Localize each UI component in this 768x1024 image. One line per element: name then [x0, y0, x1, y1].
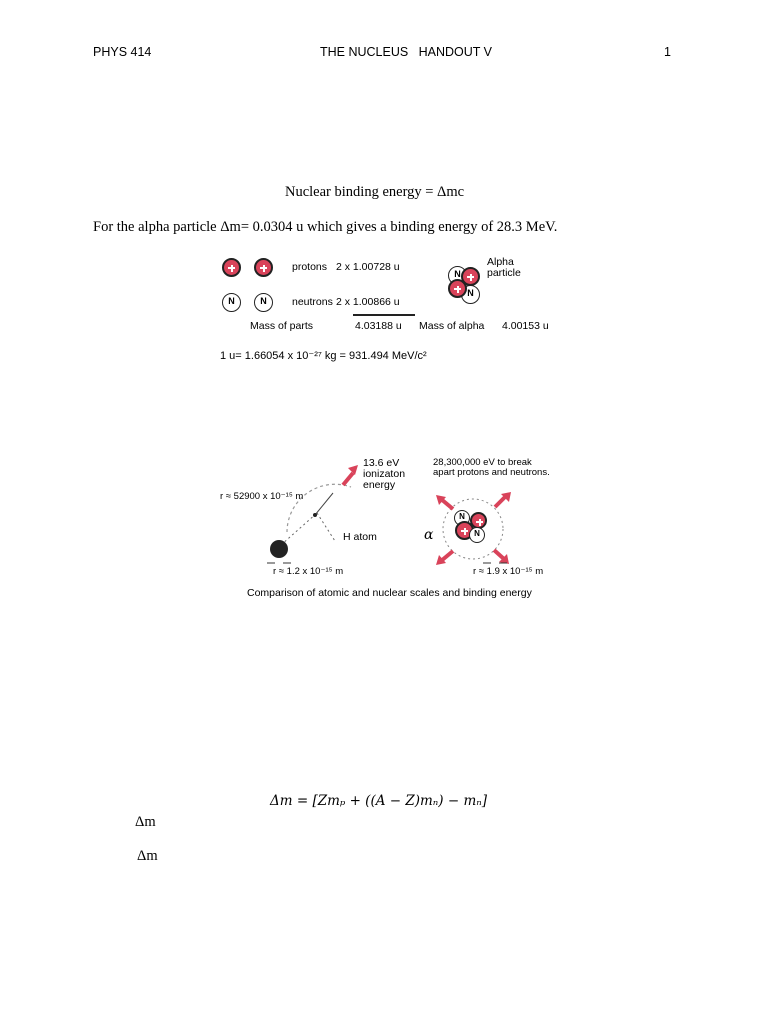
proton-icon — [448, 279, 467, 298]
neutron-icon: N — [469, 527, 485, 543]
neutron-icon: N — [222, 293, 241, 312]
mass-of-alpha-value: 4.00153 u — [502, 320, 549, 332]
proton-icon — [254, 258, 273, 277]
proton-radius-label: r ≈ 1.2 x 10⁻¹⁵ m — [273, 566, 344, 577]
header-course: PHYS 414 — [93, 45, 152, 59]
atomic-radius-label: r ≈ 52900 x 10⁻¹⁵ m — [220, 491, 304, 502]
mass-of-alpha-label: Mass of alpha — [419, 320, 485, 332]
scale-comparison-figure — [215, 455, 555, 605]
nucleus-radius-label: r ≈ 1.9 x 10⁻¹⁵ m — [473, 566, 544, 577]
neutrons-mass: 2 x 1.00866 u — [336, 296, 400, 308]
alpha-sentence: For the alpha particle Δm= 0.0304 u which gives a binding energy of 28.3 MeV. — [93, 219, 558, 235]
mass-defect-equation: Δm = [Zmₚ + ((A − Z)mₙ) − mₙ] — [270, 793, 487, 809]
protons-label: protons — [292, 261, 328, 273]
delta-m-line-2: Δm — [137, 848, 158, 864]
sum-line — [353, 314, 415, 316]
mass-of-parts-label: Mass of parts — [250, 320, 314, 332]
neutron-icon: N — [461, 285, 480, 304]
proton-icon — [222, 258, 241, 277]
proton-nucleus-icon — [270, 540, 288, 558]
mass-of-parts-value: 4.03188 u — [355, 320, 402, 332]
delta-m-line-1: Δm — [135, 814, 156, 830]
binding-energy-line: Nuclear binding energy = Δmc — [285, 184, 465, 200]
header-title: THE NUCLEUS HANDOUT V — [320, 45, 493, 59]
neutron-icon: N — [448, 266, 467, 285]
neutrons-label: neutrons — [292, 296, 333, 308]
alpha-particle-label: Alpha particle — [487, 256, 521, 280]
binding-energy-label: 28,300,000 eV to break apart protons and neutrons. — [433, 457, 550, 478]
header-page-number: 1 — [664, 45, 671, 59]
h-atom-label: H atom — [343, 531, 377, 543]
alpha-symbol: α — [424, 527, 434, 543]
radius-line — [315, 493, 333, 515]
neutron-icon: N — [254, 293, 273, 312]
mass-defect-figure — [215, 250, 565, 375]
figure-caption: Comparison of atomic and nuclear scales and binding energy — [247, 587, 532, 599]
unit-conversion: 1 u= 1.66054 x 10⁻²⁷ kg = 931.494 MeV/c² — [220, 350, 427, 362]
protons-mass: 2 x 1.00728 u — [336, 261, 400, 273]
neutron-icon: N — [454, 510, 470, 526]
ionization-label: 13.6 eV ionizaton energy — [363, 457, 406, 492]
